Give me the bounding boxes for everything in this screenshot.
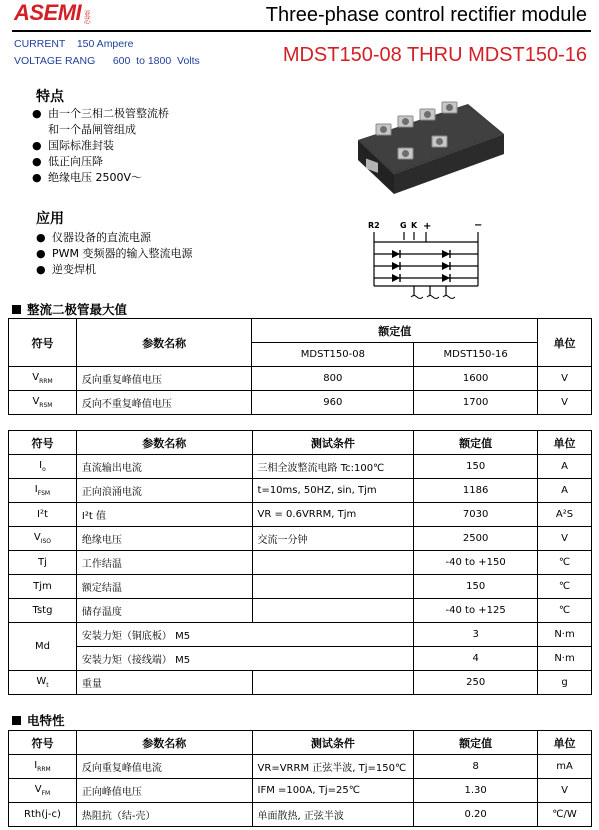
value-cell: 3 xyxy=(414,623,538,647)
condition-cell: 单面散热, 正弦半波 xyxy=(252,803,414,827)
feature-item xyxy=(32,138,169,154)
symbol-main: I xyxy=(34,760,38,771)
logo-text: ASEMI xyxy=(14,0,82,25)
condition-cell xyxy=(252,575,414,599)
symbol-cell xyxy=(9,575,77,599)
unit-cell: mA xyxy=(538,755,592,779)
current-label: CURRENT xyxy=(14,38,66,50)
value-cell: 2500 xyxy=(414,527,538,551)
features-title: 特点 xyxy=(36,89,64,105)
table-row xyxy=(9,779,592,803)
table-row xyxy=(9,671,592,695)
part-number: MDST150-08 THRU MDST150-16 xyxy=(282,44,587,66)
symbol-main: V xyxy=(32,396,40,407)
condition-cell xyxy=(252,599,414,623)
ratings-table xyxy=(8,430,592,695)
condition-cell: VR = 0.6VRRM, Tjm xyxy=(252,503,414,527)
value-cell: 7030 xyxy=(414,503,538,527)
unit-cell: ℃ xyxy=(538,575,592,599)
symbol-subscript: ISO xyxy=(40,538,52,545)
symbol-cell xyxy=(9,551,77,575)
table-row xyxy=(9,647,592,671)
table1-title xyxy=(12,300,127,318)
circuit-label-plus: + xyxy=(423,221,432,232)
t2-header-param: 参数名称 xyxy=(76,431,252,455)
t2-header-cond: 测试条件 xyxy=(252,431,414,455)
circuit-label-k: K xyxy=(411,221,418,230)
value-cell: 250 xyxy=(414,671,538,695)
symbol-cell xyxy=(9,779,77,803)
symbol-main: V xyxy=(33,532,41,543)
symbol-subscript: RRM xyxy=(37,766,51,773)
table-row xyxy=(9,575,592,599)
unit-cell: A²S xyxy=(538,503,592,527)
symbol-cell: Md xyxy=(9,623,77,671)
symbol-cell xyxy=(9,527,77,551)
logo-chinese: 亚芯 xyxy=(83,10,92,24)
param-cell: 正向峰值电压 xyxy=(76,779,252,803)
condition-cell: 三相全波整流电路 Tc:100℃ xyxy=(252,455,414,479)
symbol-cell xyxy=(9,479,77,503)
unit-cell: ℃/W xyxy=(538,803,592,827)
value-cell-08: 960 xyxy=(252,391,414,415)
unit-cell: N·m xyxy=(538,623,592,647)
condition-cell: VR=VRRM 正弦半波, Tj=150℃ xyxy=(252,755,414,779)
param-cell: 反向重复峰值电流 xyxy=(76,755,252,779)
param-cell: 安装力矩（接线端） M5 xyxy=(76,647,413,671)
symbol-cell xyxy=(9,803,77,827)
applications-title: 应用 xyxy=(36,211,64,227)
param-cell: 直流输出电流 xyxy=(76,455,252,479)
header-divider xyxy=(12,30,591,32)
table3-title-text: 电特性 xyxy=(27,713,65,728)
table-row xyxy=(9,551,592,575)
t3-header-param: 参数名称 xyxy=(76,731,252,755)
symbol-subscript: o xyxy=(42,466,46,473)
bullet-icon: ● xyxy=(32,139,42,152)
param-cell: 反向不重复峰值电压 xyxy=(76,391,252,415)
bullet-icon: ● xyxy=(36,263,46,276)
value-cell: 1186 xyxy=(414,479,538,503)
feature-text: 和一个晶闸管组成 xyxy=(48,123,136,136)
voltage-spec xyxy=(14,55,200,67)
symbol-subscript: RSM xyxy=(39,402,53,409)
unit-cell: N·m xyxy=(538,647,592,671)
t3-header-unit: 单位 xyxy=(538,731,592,755)
value-cell: 150 xyxy=(414,575,538,599)
electrical-characteristics-table xyxy=(8,730,592,827)
application-text: 仪器设备的直流电源 xyxy=(52,231,151,244)
value-cell: 8 xyxy=(414,755,538,779)
application-text: 逆变焊机 xyxy=(52,263,96,276)
circuit-label-g: G xyxy=(400,221,407,230)
symbol-main: I xyxy=(39,460,43,471)
current-spec xyxy=(14,38,133,50)
symbol-subscript: t xyxy=(46,682,49,689)
t3-header-symbol: 符号 xyxy=(9,731,77,755)
application-item xyxy=(36,246,193,262)
param-cell: I²t 值 xyxy=(76,503,252,527)
feature-item xyxy=(32,122,169,138)
feature-item xyxy=(32,106,169,122)
feature-text: 绝缘电压 2500V～ xyxy=(48,171,143,184)
t1-header-symbol: 符号 xyxy=(9,319,77,367)
unit-cell: ℃ xyxy=(538,599,592,623)
unit-cell: g xyxy=(538,671,592,695)
circuit-ac-terminals xyxy=(411,296,455,299)
value-cell: -40 to +125 xyxy=(414,599,538,623)
circuit-wiring xyxy=(374,232,478,296)
table-row xyxy=(9,803,592,827)
symbol-main: I²t xyxy=(37,509,48,520)
t2-header-symbol: 符号 xyxy=(9,431,77,455)
symbol-main: W xyxy=(36,676,47,687)
symbol-cell xyxy=(9,391,77,415)
param-cell: 热阻抗（结-壳） xyxy=(76,803,252,827)
table3-title xyxy=(12,711,65,729)
condition-cell xyxy=(252,551,414,575)
feature-item xyxy=(32,154,169,170)
current-value: 150 Ampere xyxy=(76,38,134,50)
symbol-main: Rth(j-c) xyxy=(24,809,61,820)
bullet-icon: ● xyxy=(36,247,46,260)
symbol-cell xyxy=(9,671,77,695)
value-cell: -40 to +150 xyxy=(414,551,538,575)
table-row xyxy=(9,455,592,479)
table-row xyxy=(9,623,592,647)
voltage-label: VOLTAGE RANG xyxy=(14,55,96,67)
t3-header-rated: 额定值 xyxy=(414,731,538,755)
circuit-label-minus: − xyxy=(474,220,483,231)
symbol-cell xyxy=(9,503,77,527)
unit-cell: V xyxy=(538,367,592,391)
param-cell: 重量 xyxy=(76,671,252,695)
table-row xyxy=(9,527,592,551)
unit-cell: A xyxy=(538,479,592,503)
feature-text: 国际标准封装 xyxy=(48,139,114,152)
t1-header-rated: 额定值 xyxy=(252,319,538,343)
document-title: Three-phase control rectifier module xyxy=(265,4,587,26)
circuit-diagram xyxy=(366,220,496,302)
table-row xyxy=(9,391,592,415)
application-text: PWM 变频器的输入整流电源 xyxy=(52,247,193,260)
t1-header-unit: 单位 xyxy=(538,319,592,367)
condition-cell: t=10ms, 50HZ, sin, Tjm xyxy=(252,479,414,503)
feature-item xyxy=(32,170,169,186)
condition-cell xyxy=(252,671,414,695)
unit-cell: V xyxy=(538,779,592,803)
symbol-main: Tstg xyxy=(32,605,53,616)
t1-sub-header-2: MDST150-16 xyxy=(414,343,538,367)
table-row xyxy=(9,367,592,391)
param-cell: 额定结温 xyxy=(76,575,252,599)
symbol-main: V xyxy=(32,372,40,383)
symbol-main: Tj xyxy=(38,557,47,568)
applications-list xyxy=(36,230,193,278)
bullet-icon: ● xyxy=(36,231,46,244)
symbol-subscript: FM xyxy=(41,790,51,797)
t2-header-rated: 额定值 xyxy=(414,431,538,455)
unit-cell: V xyxy=(538,391,592,415)
symbol-cell xyxy=(9,599,77,623)
table-row xyxy=(9,755,592,779)
voltage-value: 600 to 1800 Volts xyxy=(112,55,200,67)
param-cell: 工作结温 xyxy=(76,551,252,575)
company-logo xyxy=(14,2,91,24)
t1-sub-header-1: MDST150-08 xyxy=(252,343,414,367)
module-photo xyxy=(348,82,508,200)
application-item xyxy=(36,230,193,246)
value-cell: 4 xyxy=(414,647,538,671)
unit-cell: V xyxy=(538,527,592,551)
symbol-cell xyxy=(9,755,77,779)
param-cell: 储存温度 xyxy=(76,599,252,623)
symbol-main: Tjm xyxy=(33,581,52,592)
bullet-icon: ● xyxy=(32,107,42,120)
t2-header-unit: 单位 xyxy=(538,431,592,455)
value-cell-08: 800 xyxy=(252,367,414,391)
symbol-main: V xyxy=(34,784,42,795)
value-cell-16: 1700 xyxy=(414,391,538,415)
param-cell: 正向浪涌电流 xyxy=(76,479,252,503)
table-row xyxy=(9,503,592,527)
unit-cell: ℃ xyxy=(538,551,592,575)
param-cell: 安装力矩（铜底板） M5 xyxy=(76,623,413,647)
value-cell: 0.20 xyxy=(414,803,538,827)
unit-cell: A xyxy=(538,455,592,479)
value-cell-16: 1600 xyxy=(414,367,538,391)
table1-title-text: 整流二极管最大值 xyxy=(27,302,128,317)
bullet-icon: ● xyxy=(32,155,42,168)
feature-text: 由一个三相二极管整流桥 xyxy=(48,107,169,120)
value-cell: 150 xyxy=(414,455,538,479)
symbol-cell xyxy=(9,367,77,391)
t3-header-cond: 测试条件 xyxy=(252,731,414,755)
symbol-subscript: FSM xyxy=(37,490,51,497)
rectifier-max-ratings-table xyxy=(8,318,592,415)
circuit-label-r2: R2 xyxy=(368,221,380,230)
value-cell: 1.30 xyxy=(414,779,538,803)
symbol-cell xyxy=(9,455,77,479)
features-list xyxy=(32,106,169,186)
symbol-main: I xyxy=(34,484,38,495)
symbol-subscript: RRM xyxy=(39,378,53,385)
table-row xyxy=(9,599,592,623)
param-cell: 反向重复峰值电压 xyxy=(76,367,252,391)
table-row xyxy=(9,479,592,503)
bullet-icon: ● xyxy=(32,171,42,184)
feature-text: 低正向压降 xyxy=(48,155,103,168)
param-cell: 绝缘电压 xyxy=(76,527,252,551)
condition-cell: IFM =100A, Tj=25℃ xyxy=(252,779,414,803)
t1-header-param: 参数名称 xyxy=(76,319,252,367)
condition-cell: 交流一分钟 xyxy=(252,527,414,551)
application-item xyxy=(36,262,193,278)
